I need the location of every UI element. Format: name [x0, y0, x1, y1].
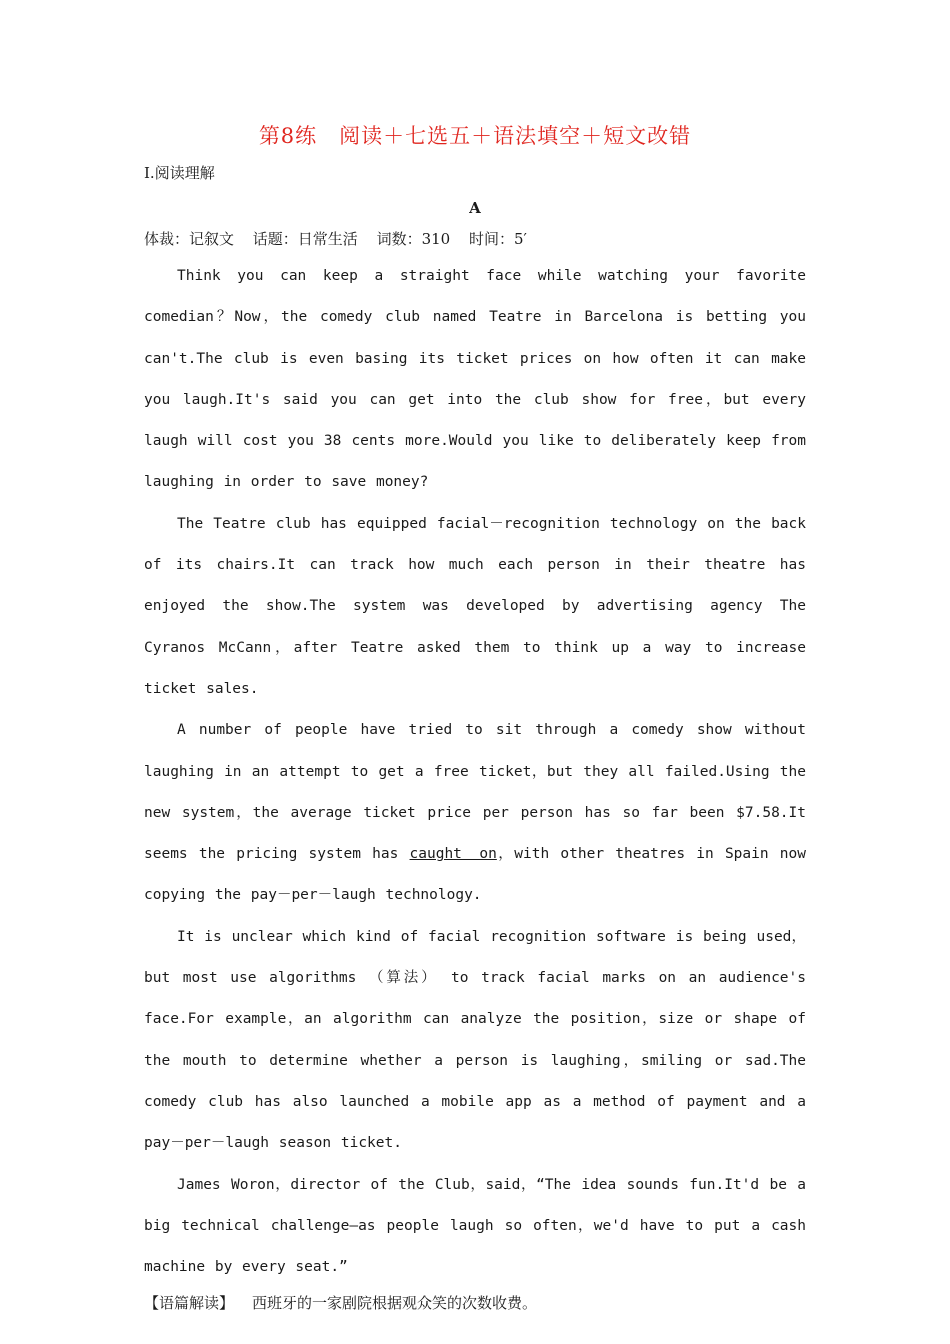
- paragraph-4: It is unclear which kind of facial recognition software is being used，but most use algorithms （算法） to track facial marks on an audience's face.For example，an algorithm can analyze the position，size or shape of the mouth to determine whether a person is laughing，smiling or sad.The comedy club has also launched a mobile app as a method of payment and a pay－per－laugh season ticket.: [144, 928, 806, 1152]
- passage-label: A: [469, 199, 481, 217]
- document-page: [144, 118, 806, 1316]
- paragraph-1: Think you can keep a straight face while watching your favorite comedian？Now，the comedy club named Teatre in Barcelona is betting you can't.The club is even basing its ticket prices on how often it can make you laugh.It's said you can get into the club show for free，but every laugh will cost you 38 cents more.Would you like to deliberately keep from laughing in order to save money?: [144, 268, 806, 491]
- passage-meta: [144, 226, 806, 252]
- reading-summary-text: 西班牙的一家剧院根据观众笑的次数收费。: [252, 1294, 538, 1313]
- meta-words: 词数：310: [376, 230, 451, 248]
- paragraph-2: The Teatre club has equipped facial－recognition technology on the back of its chairs.It can track how much each person in their theatre has enjoyed the show.The system was developed by advertising agency The Cyranos McCann，after Teatre asked them to think up a way to increase ticket sales.: [144, 515, 806, 697]
- section-heading: Ⅰ.阅读理解: [144, 164, 215, 182]
- underlined-phrase: caught on: [409, 846, 497, 863]
- meta-time: 时间：5′: [469, 230, 527, 248]
- meta-topic: 话题：日常生活: [252, 230, 358, 248]
- paragraph-3-after: ，with other theatres in Spain now copying the pay－per－laugh technology.: [144, 846, 806, 904]
- reading-summary: [144, 1290, 806, 1316]
- reading-summary-tag: 【语篇解读】: [144, 1294, 235, 1313]
- meta-genre: 体裁：记叙文: [144, 230, 235, 248]
- page-title: 第8练 阅读＋七选五＋语法填空＋短文改错: [258, 124, 692, 148]
- paragraph-3-before: A number of people have tried to sit through a comedy show without laughing in an attempt to get a free ticket，but they all failed.Using the new system，the average ticket price per person has so far been $7.58.It seems the pricing system has: [144, 722, 806, 863]
- paragraph-5: James Woron，director of the Club，said，“The idea sounds fun.It'd be a big technical challenge—as people laugh so often，we'd have to put a cash machine by every seat.”: [144, 1176, 806, 1276]
- paragraph-3: [144, 710, 806, 916]
